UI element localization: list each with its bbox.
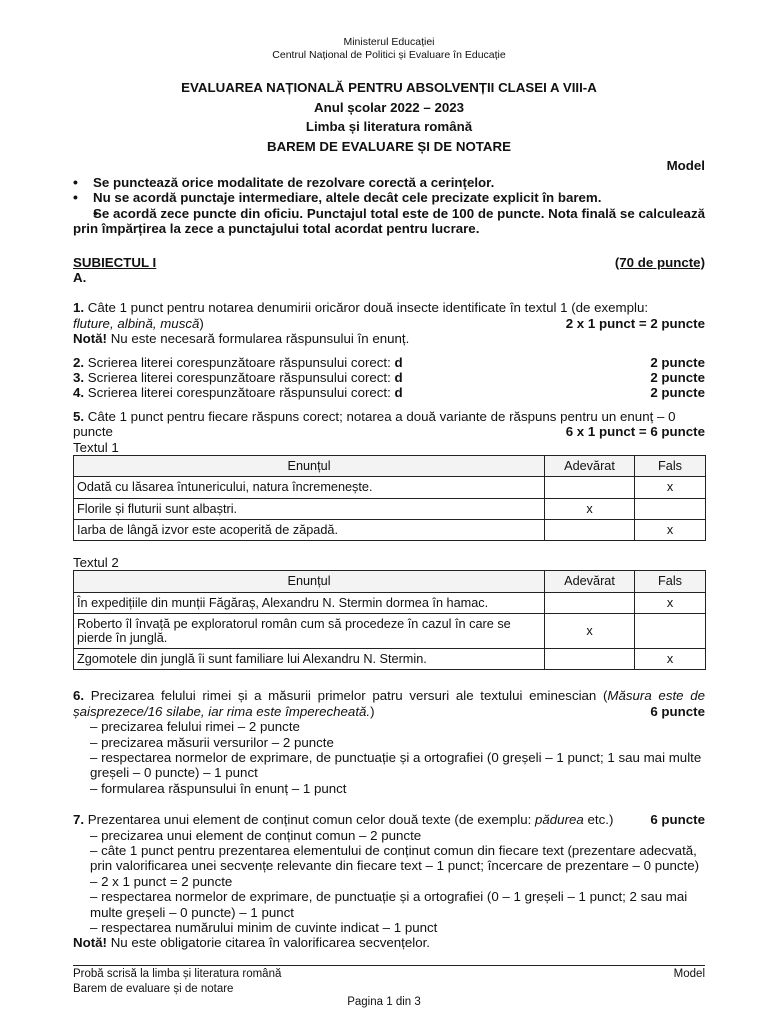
q3-text: Scrierea literei corespunzătoare răspunsului corect: bbox=[87, 370, 391, 386]
q3-answer: d bbox=[394, 370, 403, 386]
ministry-name: Ministerul Educației bbox=[343, 36, 435, 48]
false-cell: x bbox=[635, 592, 706, 613]
question-7 bbox=[73, 812, 705, 827]
text1-table bbox=[73, 455, 706, 541]
footer-line2: Barem de evaluare și de notare bbox=[73, 983, 234, 995]
q1-line2 bbox=[73, 316, 705, 331]
text2-table bbox=[73, 570, 706, 670]
q6-close: ) bbox=[370, 703, 375, 719]
q5-line2-row bbox=[73, 424, 705, 439]
q5-score: 6 x 1 punct = 6 puncte bbox=[565, 424, 705, 440]
section-title: SUBIECTUL I bbox=[73, 254, 157, 270]
statement-cell: Roberto îl învață pe exploratorul român cum să procedeze în cazul în care se pierde în junglă. bbox=[74, 613, 545, 648]
q2-number: 2. bbox=[73, 354, 85, 370]
col-false: Fals bbox=[635, 456, 706, 477]
statement-cell: Odată cu lăsarea întunericului, natura încremenește. bbox=[74, 477, 545, 498]
col-statement: Enunțul bbox=[74, 571, 545, 592]
q7-item: – câte 1 punct pentru prezentarea elementului de conținut comun din fiecare text (prezentare adecvată, prin valorificarea unei secvențe relevante din fiecare text – 1 punct; încercare de prezentare – 0 puncte) – 2 x 1 punct = 2 puncte bbox=[90, 842, 700, 889]
q2-text: Scrierea literei corespunzătoare răspunsului corect: bbox=[87, 354, 391, 370]
table-row bbox=[74, 592, 706, 613]
q1-note-text: Nu este necesară formularea răspunsului în enunț. bbox=[110, 331, 410, 347]
exam-title: EVALUAREA NAȚIONALĂ PENTRU ABSOLVENȚII CLASEI A VIII-A bbox=[181, 80, 597, 95]
false-cell: x bbox=[635, 649, 706, 670]
table-row bbox=[74, 519, 706, 540]
section-part: A. bbox=[73, 270, 87, 286]
question-5 bbox=[73, 409, 705, 424]
q7-score: 6 puncte bbox=[650, 812, 705, 828]
q1-score: 2 x 1 punct = 2 puncte bbox=[565, 315, 705, 331]
q4-text: Scrierea literei corespunzătoare răspunsului corect: bbox=[87, 385, 391, 401]
q6-item: – precizarea măsurii versurilor – 2 puncte bbox=[90, 734, 334, 750]
footer-model: Model bbox=[673, 968, 705, 980]
q1-example: fluture, albină, muscă bbox=[73, 315, 200, 331]
false-cell bbox=[635, 613, 706, 648]
document-page bbox=[73, 36, 705, 951]
page-footer bbox=[73, 967, 705, 997]
q6-text: Precizarea felului rimei și a măsurii primelor patru versuri ale textului eminescian ( bbox=[90, 688, 608, 704]
question-3 bbox=[73, 370, 705, 385]
table-row bbox=[74, 477, 706, 498]
false-cell: x bbox=[635, 477, 706, 498]
q5-line2: puncte bbox=[73, 424, 113, 440]
q1-note-label: Notă! bbox=[73, 331, 107, 347]
section-heading bbox=[73, 255, 705, 270]
q7-item: – precizarea unui element de conținut comun – 2 puncte bbox=[90, 827, 422, 843]
rule-1: • Se punctează orice modalitate de rezolvare corectă a cerințelor. bbox=[73, 175, 705, 190]
true-cell: x bbox=[545, 498, 635, 519]
col-statement: Enunțul bbox=[74, 456, 545, 477]
question-2 bbox=[73, 355, 705, 370]
rule-2: • Nu se acordă punctaje intermediare, altele decât cele precizate explicit în barem. bbox=[73, 190, 705, 205]
q3-score: 2 puncte bbox=[650, 370, 705, 386]
col-true: Adevărat bbox=[545, 456, 635, 477]
table-header-row bbox=[74, 456, 706, 477]
q4-score: 2 puncte bbox=[650, 385, 705, 401]
true-cell bbox=[545, 592, 635, 613]
q3-number: 3. bbox=[73, 370, 85, 386]
q7-close: etc.) bbox=[587, 812, 614, 828]
page-number: Pagina 1 din 3 bbox=[347, 996, 421, 1008]
q7-note-label: Notă! bbox=[73, 935, 107, 951]
statement-cell: Zgomotele din junglă îi sunt familiare lui Alexandru N. Stermin. bbox=[74, 649, 545, 670]
q2-answer: d bbox=[394, 354, 403, 370]
q1-number: 1. bbox=[73, 300, 85, 316]
question-1 bbox=[73, 300, 705, 315]
school-year: Anul școlar 2022 – 2023 bbox=[313, 99, 465, 115]
q7-number: 7. bbox=[73, 812, 85, 828]
statement-cell: Iarba de lângă izvor este acoperită de zăpadă. bbox=[74, 519, 545, 540]
q2-score: 2 puncte bbox=[650, 354, 705, 370]
q6-number: 6. bbox=[73, 688, 85, 704]
table-row bbox=[74, 613, 706, 648]
table-header-row bbox=[74, 571, 706, 592]
q7-item: – respectarea normelor de exprimare, de punctuație și a ortografiei (0 – 1 greșeli – 1 punct; 2 sau mai multe greșeli – 0 puncte) – 1 punct bbox=[90, 889, 688, 920]
q5-line1: Câte 1 punct pentru fiecare răspuns corect; notarea a două variante de răspuns pentru un enunț – 0 bbox=[87, 408, 676, 424]
q7-note-text: Nu este obligatorie citarea în valorificarea secvențelor. bbox=[110, 935, 430, 951]
true-cell: x bbox=[545, 613, 635, 648]
question-6 bbox=[73, 688, 705, 719]
true-cell bbox=[545, 519, 635, 540]
footer-line1: Probă scrisă la limba și literatura română bbox=[73, 968, 282, 980]
section-points: (70 de puncte) bbox=[614, 254, 705, 270]
statement-cell: În expedițiile din munții Făgăraș, Alexandru N. Stermin dormea în hamac. bbox=[74, 592, 545, 613]
rule-3 bbox=[73, 206, 705, 237]
subject-name: Limba și literatura română bbox=[305, 119, 473, 134]
q5-number: 5. bbox=[73, 408, 85, 424]
document-type: BAREM DE EVALUARE ȘI DE NOTARE bbox=[266, 138, 512, 154]
q7-item: – respectarea numărului minim de cuvinte indicat – 1 punct bbox=[90, 920, 438, 936]
false-cell bbox=[635, 498, 706, 519]
footer-divider bbox=[73, 965, 705, 966]
table1-label: Textul 1 bbox=[73, 439, 119, 455]
q6-item: – formularea răspunsului în enunț – 1 punct bbox=[90, 780, 347, 796]
q6-example: Măsura este de șaisprezece/16 silabe, iar rima este împerecheată. bbox=[73, 688, 706, 719]
q1-text: Câte 1 punct pentru notarea denumirii oricăror două insecte identificate în textul 1 (de exemplu: bbox=[87, 300, 649, 316]
table2-label: Textul 2 bbox=[73, 554, 119, 570]
table-row bbox=[74, 498, 706, 519]
model-label: Model bbox=[666, 158, 705, 173]
q1-note bbox=[73, 331, 705, 346]
q6-item: – precizarea felului rimei – 2 puncte bbox=[90, 719, 300, 735]
true-cell bbox=[545, 649, 635, 670]
false-cell: x bbox=[635, 519, 706, 540]
q1-close: ) bbox=[199, 315, 204, 331]
q6-item: – respectarea normelor de exprimare, de punctuație și a ortografiei (0 greșeli – 1 punct; 1 sau mai multe greșeli – 0 puncte) – 1 punct bbox=[90, 749, 702, 781]
rule-3-text: Se acordă zece puncte din oficiu. Punctajul total este de 100 de puncte. Nota finală se calculează prin împărțirea la zece a punctajului total acordat pentru lucrare. bbox=[73, 205, 705, 237]
q7-note bbox=[73, 935, 705, 950]
question-4 bbox=[73, 385, 705, 400]
q7-text: Prezentarea unui element de conținut comun celor două texte (de exemplu: bbox=[87, 812, 532, 828]
footer-row bbox=[73, 967, 705, 982]
col-true: Adevărat bbox=[545, 571, 635, 592]
true-cell bbox=[545, 477, 635, 498]
center-name: Centrul Național de Politici și Evaluare în Educație bbox=[272, 49, 506, 61]
q7-example: pădurea bbox=[535, 812, 584, 828]
col-false: Fals bbox=[635, 571, 706, 592]
q4-number: 4. bbox=[73, 385, 85, 401]
q6-score: 6 puncte bbox=[650, 703, 705, 719]
table-row bbox=[74, 649, 706, 670]
statement-cell: Florile și fluturii sunt albaștri. bbox=[74, 498, 545, 519]
q4-answer: d bbox=[394, 385, 403, 401]
